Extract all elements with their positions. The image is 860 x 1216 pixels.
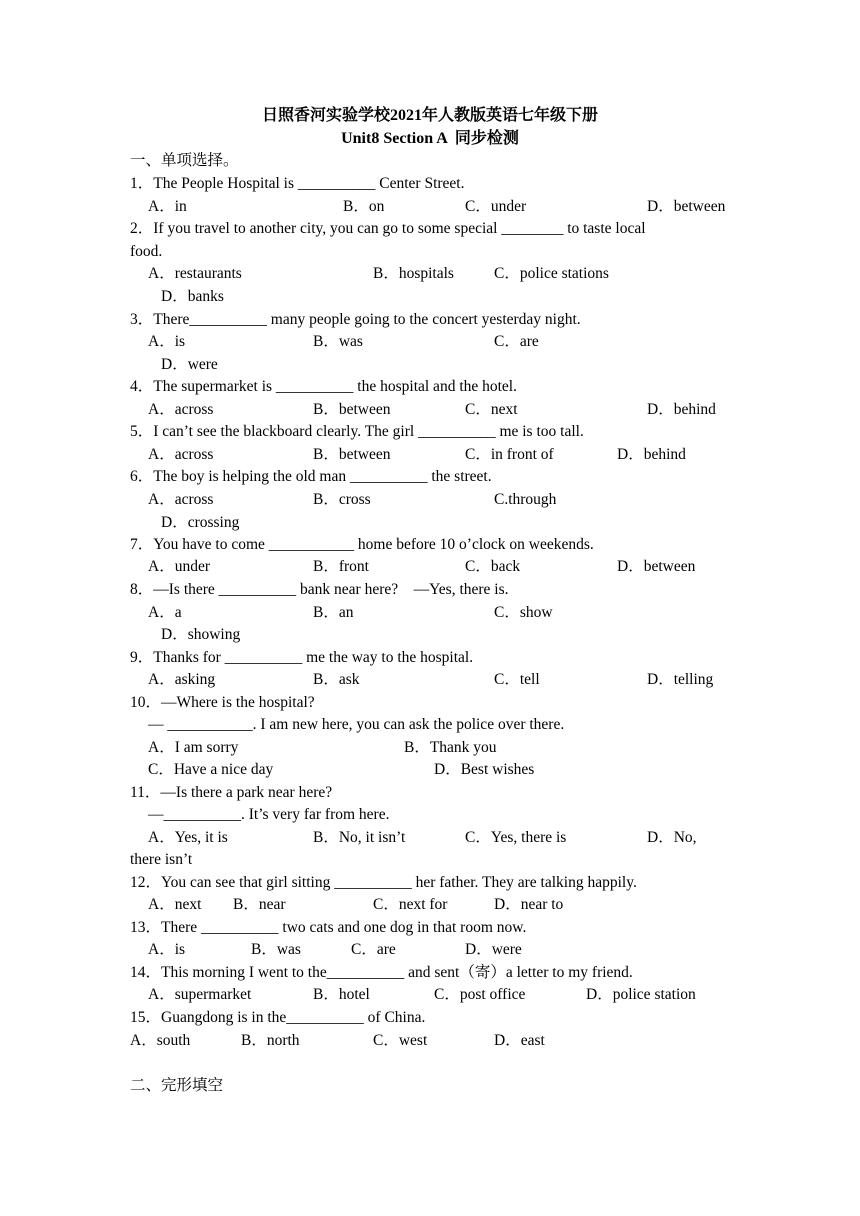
- option-c: C．Yes, there is: [465, 829, 567, 846]
- option-d: D．east: [494, 1032, 545, 1049]
- section-heading-multiple-choice: 一、单项选择。: [130, 152, 239, 169]
- option-d: D．No,: [647, 829, 697, 846]
- option-d: D．banks: [161, 288, 224, 305]
- option-c: C．tell: [494, 671, 540, 688]
- option-b: B．hospitals: [373, 265, 454, 282]
- option-a: A．restaurants: [148, 265, 242, 282]
- question-stem: 4．The supermarket is __________ the hospital and the hotel.: [130, 378, 517, 395]
- section-heading-cloze: 二、完形填空: [130, 1077, 224, 1094]
- option-d: D．between: [617, 558, 696, 575]
- question-stem: 12．You can see that girl sitting __________ her father. They are talking happily.: [130, 874, 637, 891]
- document-title: 日照香河实验学校2021年人教版英语七年级下册: [261, 107, 598, 124]
- option-a: A．Yes, it is: [148, 829, 228, 846]
- option-c: C．police stations: [494, 265, 609, 282]
- option-b: B．front: [313, 558, 369, 575]
- option-d: D．showing: [161, 626, 241, 643]
- option-d: D．were: [161, 356, 218, 373]
- option-b: B．ask: [313, 671, 360, 688]
- question-stem-continued: — ___________. I am new here, you can ask the police over there.: [148, 716, 565, 733]
- option-b: B．on: [343, 198, 385, 215]
- question-stem: 1．The People Hospital is __________ Center Street.: [130, 175, 465, 192]
- option-d: D．police station: [586, 986, 696, 1003]
- option-a: A．under: [148, 558, 210, 575]
- question-stem: 9．Thanks for __________ me the way to the hospital.: [130, 649, 474, 666]
- option-a: A．is: [148, 941, 186, 958]
- option-a: A．across: [148, 491, 214, 508]
- option-b: B．was: [251, 941, 301, 958]
- option-d: D．were: [465, 941, 522, 958]
- option-b: B．an: [313, 604, 354, 621]
- question-stem: 2．If you travel to another city, you can go to some special ________ to taste local: [130, 220, 646, 237]
- question-stem: 7．You have to come ___________ home before 10 o’clock on weekends.: [130, 536, 594, 553]
- question-stem: 15．Guangdong is in the__________ of China.: [130, 1009, 426, 1026]
- option-d-continued: there isn’t: [130, 851, 193, 868]
- option-b: B．No, it isn’t: [313, 829, 406, 846]
- question-stem: 10．—Where is the hospital?: [130, 694, 315, 711]
- question-stem: 11．—Is there a park near here?: [130, 784, 333, 801]
- option-b: B．was: [313, 333, 363, 350]
- option-a: A．in: [148, 198, 187, 215]
- option-d: D．behind: [647, 401, 716, 418]
- option-b: B．cross: [313, 491, 371, 508]
- option-d: D．Best wishes: [434, 761, 535, 778]
- question-stem: 5．I can’t see the blackboard clearly. The girl __________ me is too tall.: [130, 423, 584, 440]
- option-d: D．crossing: [161, 514, 240, 531]
- option-c: C．post office: [434, 986, 526, 1003]
- option-c: C.through: [494, 491, 557, 508]
- option-c: C．Have a nice day: [148, 761, 274, 778]
- option-b: B．between: [313, 446, 391, 463]
- question-stem-continued: food.: [130, 243, 163, 260]
- question-stem: 14．This morning I went to the__________ and sent（寄）a letter to my friend.: [130, 964, 633, 981]
- question-stem: 6．The boy is helping the old man __________ the street.: [130, 468, 492, 485]
- option-b: B．north: [241, 1032, 300, 1049]
- option-a: A．a: [148, 604, 182, 621]
- option-a: A．across: [148, 401, 214, 418]
- option-d: D．between: [647, 198, 726, 215]
- option-a: A．next: [148, 896, 202, 913]
- option-c: C．back: [465, 558, 521, 575]
- question-stem: 8．—Is there __________ bank near here? —Yes, there is.: [130, 581, 509, 598]
- option-c: C．are: [351, 941, 396, 958]
- option-b: B．hotel: [313, 986, 370, 1003]
- option-d: D．near to: [494, 896, 564, 913]
- option-c: C．are: [494, 333, 539, 350]
- option-c: C．in front of: [465, 446, 554, 463]
- option-a: A．I am sorry: [148, 739, 239, 756]
- option-a: A．supermarket: [148, 986, 252, 1003]
- option-d: D．behind: [617, 446, 686, 463]
- option-b: B．near: [233, 896, 286, 913]
- option-c: C．show: [494, 604, 553, 621]
- option-a: A．south: [130, 1032, 191, 1049]
- option-d: D．telling: [647, 671, 714, 688]
- option-a: A．is: [148, 333, 186, 350]
- question-stem: 3．There__________ many people going to the concert yesterday night.: [130, 311, 581, 328]
- option-c: C．next: [465, 401, 518, 418]
- question-stem: 13．There __________ two cats and one dog in that room now.: [130, 919, 527, 936]
- option-b: B．between: [313, 401, 391, 418]
- option-c: C．west: [373, 1032, 428, 1049]
- option-a: A．asking: [148, 671, 216, 688]
- option-a: A．across: [148, 446, 214, 463]
- option-c: C．under: [465, 198, 527, 215]
- option-b: B．Thank you: [404, 739, 497, 756]
- document-subtitle: Unit8 Section A 同步检测: [341, 130, 519, 147]
- question-stem-continued: —__________. It’s very far from here.: [148, 806, 390, 823]
- option-c: C．next for: [373, 896, 448, 913]
